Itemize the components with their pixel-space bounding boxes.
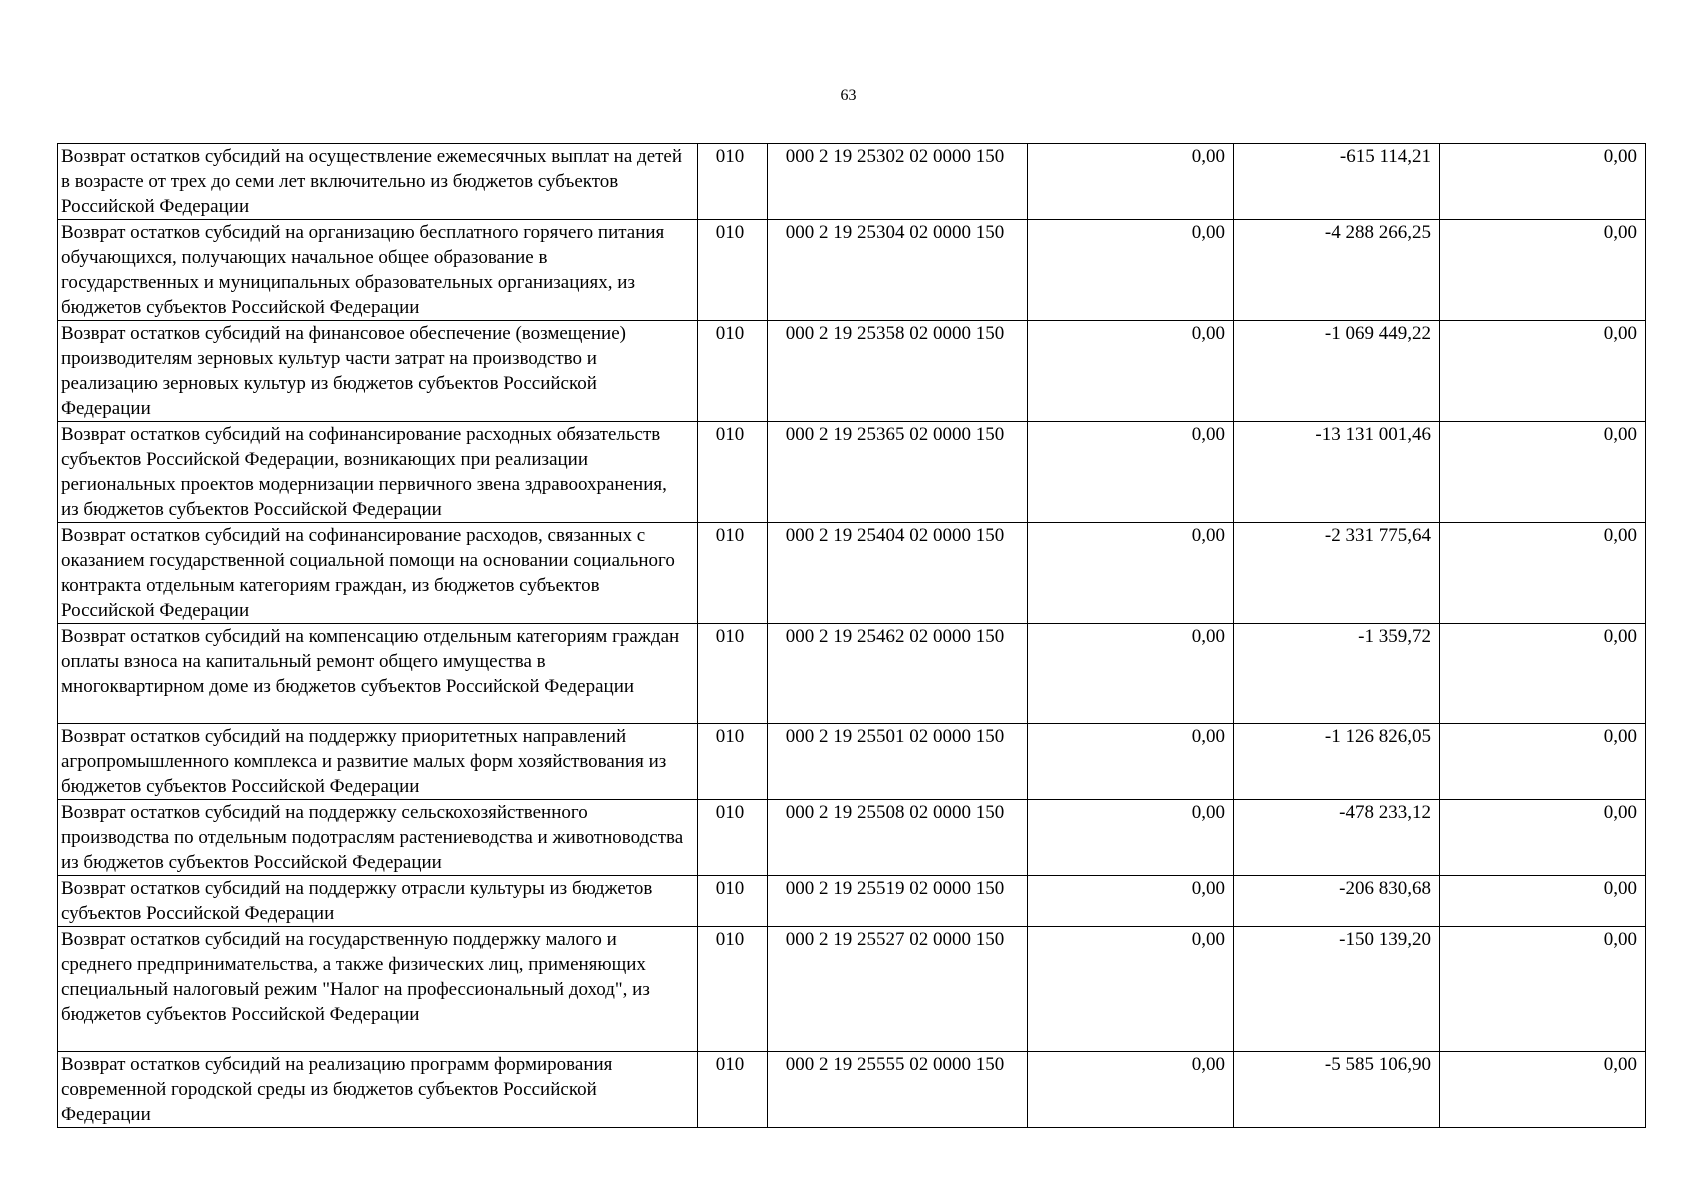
table-row <box>58 321 1646 422</box>
row-value-2: -206 830,68 <box>1234 876 1440 927</box>
page-number: 63 <box>840 87 857 104</box>
row-admin-code: 010 <box>698 144 768 220</box>
row-value-3: 0,00 <box>1440 144 1646 220</box>
row-value-2: -1 126 826,05 <box>1234 724 1440 800</box>
row-name: Возврат остатков субсидий на поддержку сельскохозяйственного производства по отдельным подотраслям растениеводства и животноводства из бюджетов субъектов Российской Федерации <box>58 800 698 876</box>
table-row <box>58 724 1646 800</box>
row-budget-code: 000 2 19 25527 02 0000 150 <box>768 927 1028 1052</box>
table-row <box>58 927 1646 1052</box>
row-name: Возврат остатков субсидий на поддержку приоритетных направлений агропромышленного комплекса и развитие малых форм хозяйствования из бюджетов субъектов Российской Федерации <box>58 724 698 800</box>
table-row <box>58 220 1646 321</box>
row-admin-code: 010 <box>698 1052 768 1128</box>
row-name: Возврат остатков субсидий на государственную поддержку малого и среднего предпринимательства, а также физических лиц, применяющих специальный налоговый режим "Налог на профессиональный доход", из бюджетов субъектов Российской Федерации <box>58 927 698 1052</box>
table-row <box>58 800 1646 876</box>
row-value-1: 0,00 <box>1028 1052 1234 1128</box>
table-row <box>58 144 1646 220</box>
row-budget-code: 000 2 19 25365 02 0000 150 <box>768 422 1028 523</box>
row-value-2: -478 233,12 <box>1234 800 1440 876</box>
row-name: Возврат остатков субсидий на поддержку отрасли культуры из бюджетов субъектов Российской Федерации <box>58 876 698 927</box>
row-name: Возврат остатков субсидий на софинансирование расходных обязательств субъектов Российской Федерации, возникающих при реализации региональных проектов модернизации первичного звена здравоохранения, из бюджетов субъектов Российской Федерации <box>58 422 698 523</box>
row-value-3: 0,00 <box>1440 800 1646 876</box>
row-value-2: -150 139,20 <box>1234 927 1440 1052</box>
row-value-1: 0,00 <box>1028 927 1234 1052</box>
row-value-2: -4 288 266,25 <box>1234 220 1440 321</box>
row-value-3: 0,00 <box>1440 422 1646 523</box>
row-value-1: 0,00 <box>1028 220 1234 321</box>
row-value-1: 0,00 <box>1028 724 1234 800</box>
row-value-1: 0,00 <box>1028 144 1234 220</box>
row-name: Возврат остатков субсидий на реализацию программ формирования современной городской среды из бюджетов субъектов Российской Федерации <box>58 1052 698 1128</box>
row-admin-code: 010 <box>698 624 768 724</box>
row-budget-code: 000 2 19 25304 02 0000 150 <box>768 220 1028 321</box>
row-name: Возврат остатков субсидий на финансовое обеспечение (возмещение) производителям зерновых культур части затрат на производство и реализацию зерновых культур из бюджетов субъектов Российской Федерации <box>58 321 698 422</box>
row-value-3: 0,00 <box>1440 876 1646 927</box>
row-budget-code: 000 2 19 25508 02 0000 150 <box>768 800 1028 876</box>
table-row <box>58 422 1646 523</box>
row-admin-code: 010 <box>698 523 768 624</box>
row-budget-code: 000 2 19 25555 02 0000 150 <box>768 1052 1028 1128</box>
row-admin-code: 010 <box>698 220 768 321</box>
row-budget-code: 000 2 19 25302 02 0000 150 <box>768 144 1028 220</box>
table-row <box>58 1052 1646 1128</box>
row-name: Возврат остатков субсидий на осуществление ежемесячных выплат на детей в возрасте от трех до семи лет включительно из бюджетов субъектов Российской Федерации <box>58 144 698 220</box>
row-value-2: -2 331 775,64 <box>1234 523 1440 624</box>
row-value-3: 0,00 <box>1440 1052 1646 1128</box>
row-value-1: 0,00 <box>1028 876 1234 927</box>
row-budget-code: 000 2 19 25519 02 0000 150 <box>768 876 1028 927</box>
row-value-2: -1 069 449,22 <box>1234 321 1440 422</box>
table-row <box>58 624 1646 724</box>
row-name: Возврат остатков субсидий на софинансирование расходов, связанных с оказанием государственной социальной помощи на основании социального контракта отдельным категориям граждан, из бюджетов субъектов Российской Федерации <box>58 523 698 624</box>
row-value-2: -1 359,72 <box>1234 624 1440 724</box>
row-value-3: 0,00 <box>1440 624 1646 724</box>
row-value-3: 0,00 <box>1440 523 1646 624</box>
row-value-3: 0,00 <box>1440 927 1646 1052</box>
row-value-1: 0,00 <box>1028 321 1234 422</box>
row-admin-code: 010 <box>698 876 768 927</box>
row-budget-code: 000 2 19 25501 02 0000 150 <box>768 724 1028 800</box>
row-admin-code: 010 <box>698 724 768 800</box>
row-value-1: 0,00 <box>1028 624 1234 724</box>
row-value-3: 0,00 <box>1440 321 1646 422</box>
row-value-2: -615 114,21 <box>1234 144 1440 220</box>
row-admin-code: 010 <box>698 800 768 876</box>
budget-table <box>57 143 1646 1128</box>
row-value-2: -13 131 001,46 <box>1234 422 1440 523</box>
row-name: Возврат остатков субсидий на компенсацию отдельным категориям граждан оплаты взноса на капитальный ремонт общего имущества в многоквартирном доме из бюджетов субъектов Российской Федерации <box>58 624 698 724</box>
row-value-1: 0,00 <box>1028 523 1234 624</box>
table-row <box>58 876 1646 927</box>
row-budget-code: 000 2 19 25404 02 0000 150 <box>768 523 1028 624</box>
row-value-3: 0,00 <box>1440 724 1646 800</box>
row-value-3: 0,00 <box>1440 220 1646 321</box>
row-value-1: 0,00 <box>1028 800 1234 876</box>
row-budget-code: 000 2 19 25358 02 0000 150 <box>768 321 1028 422</box>
row-admin-code: 010 <box>698 321 768 422</box>
row-budget-code: 000 2 19 25462 02 0000 150 <box>768 624 1028 724</box>
row-admin-code: 010 <box>698 422 768 523</box>
row-value-1: 0,00 <box>1028 422 1234 523</box>
table-row <box>58 523 1646 624</box>
row-value-2: -5 585 106,90 <box>1234 1052 1440 1128</box>
row-name: Возврат остатков субсидий на организацию бесплатного горячего питания обучающихся, получающих начальное общее образование в государственных и муниципальных образовательных организациях, из бюджетов субъектов Российской Федерации <box>58 220 698 321</box>
row-admin-code: 010 <box>698 927 768 1052</box>
